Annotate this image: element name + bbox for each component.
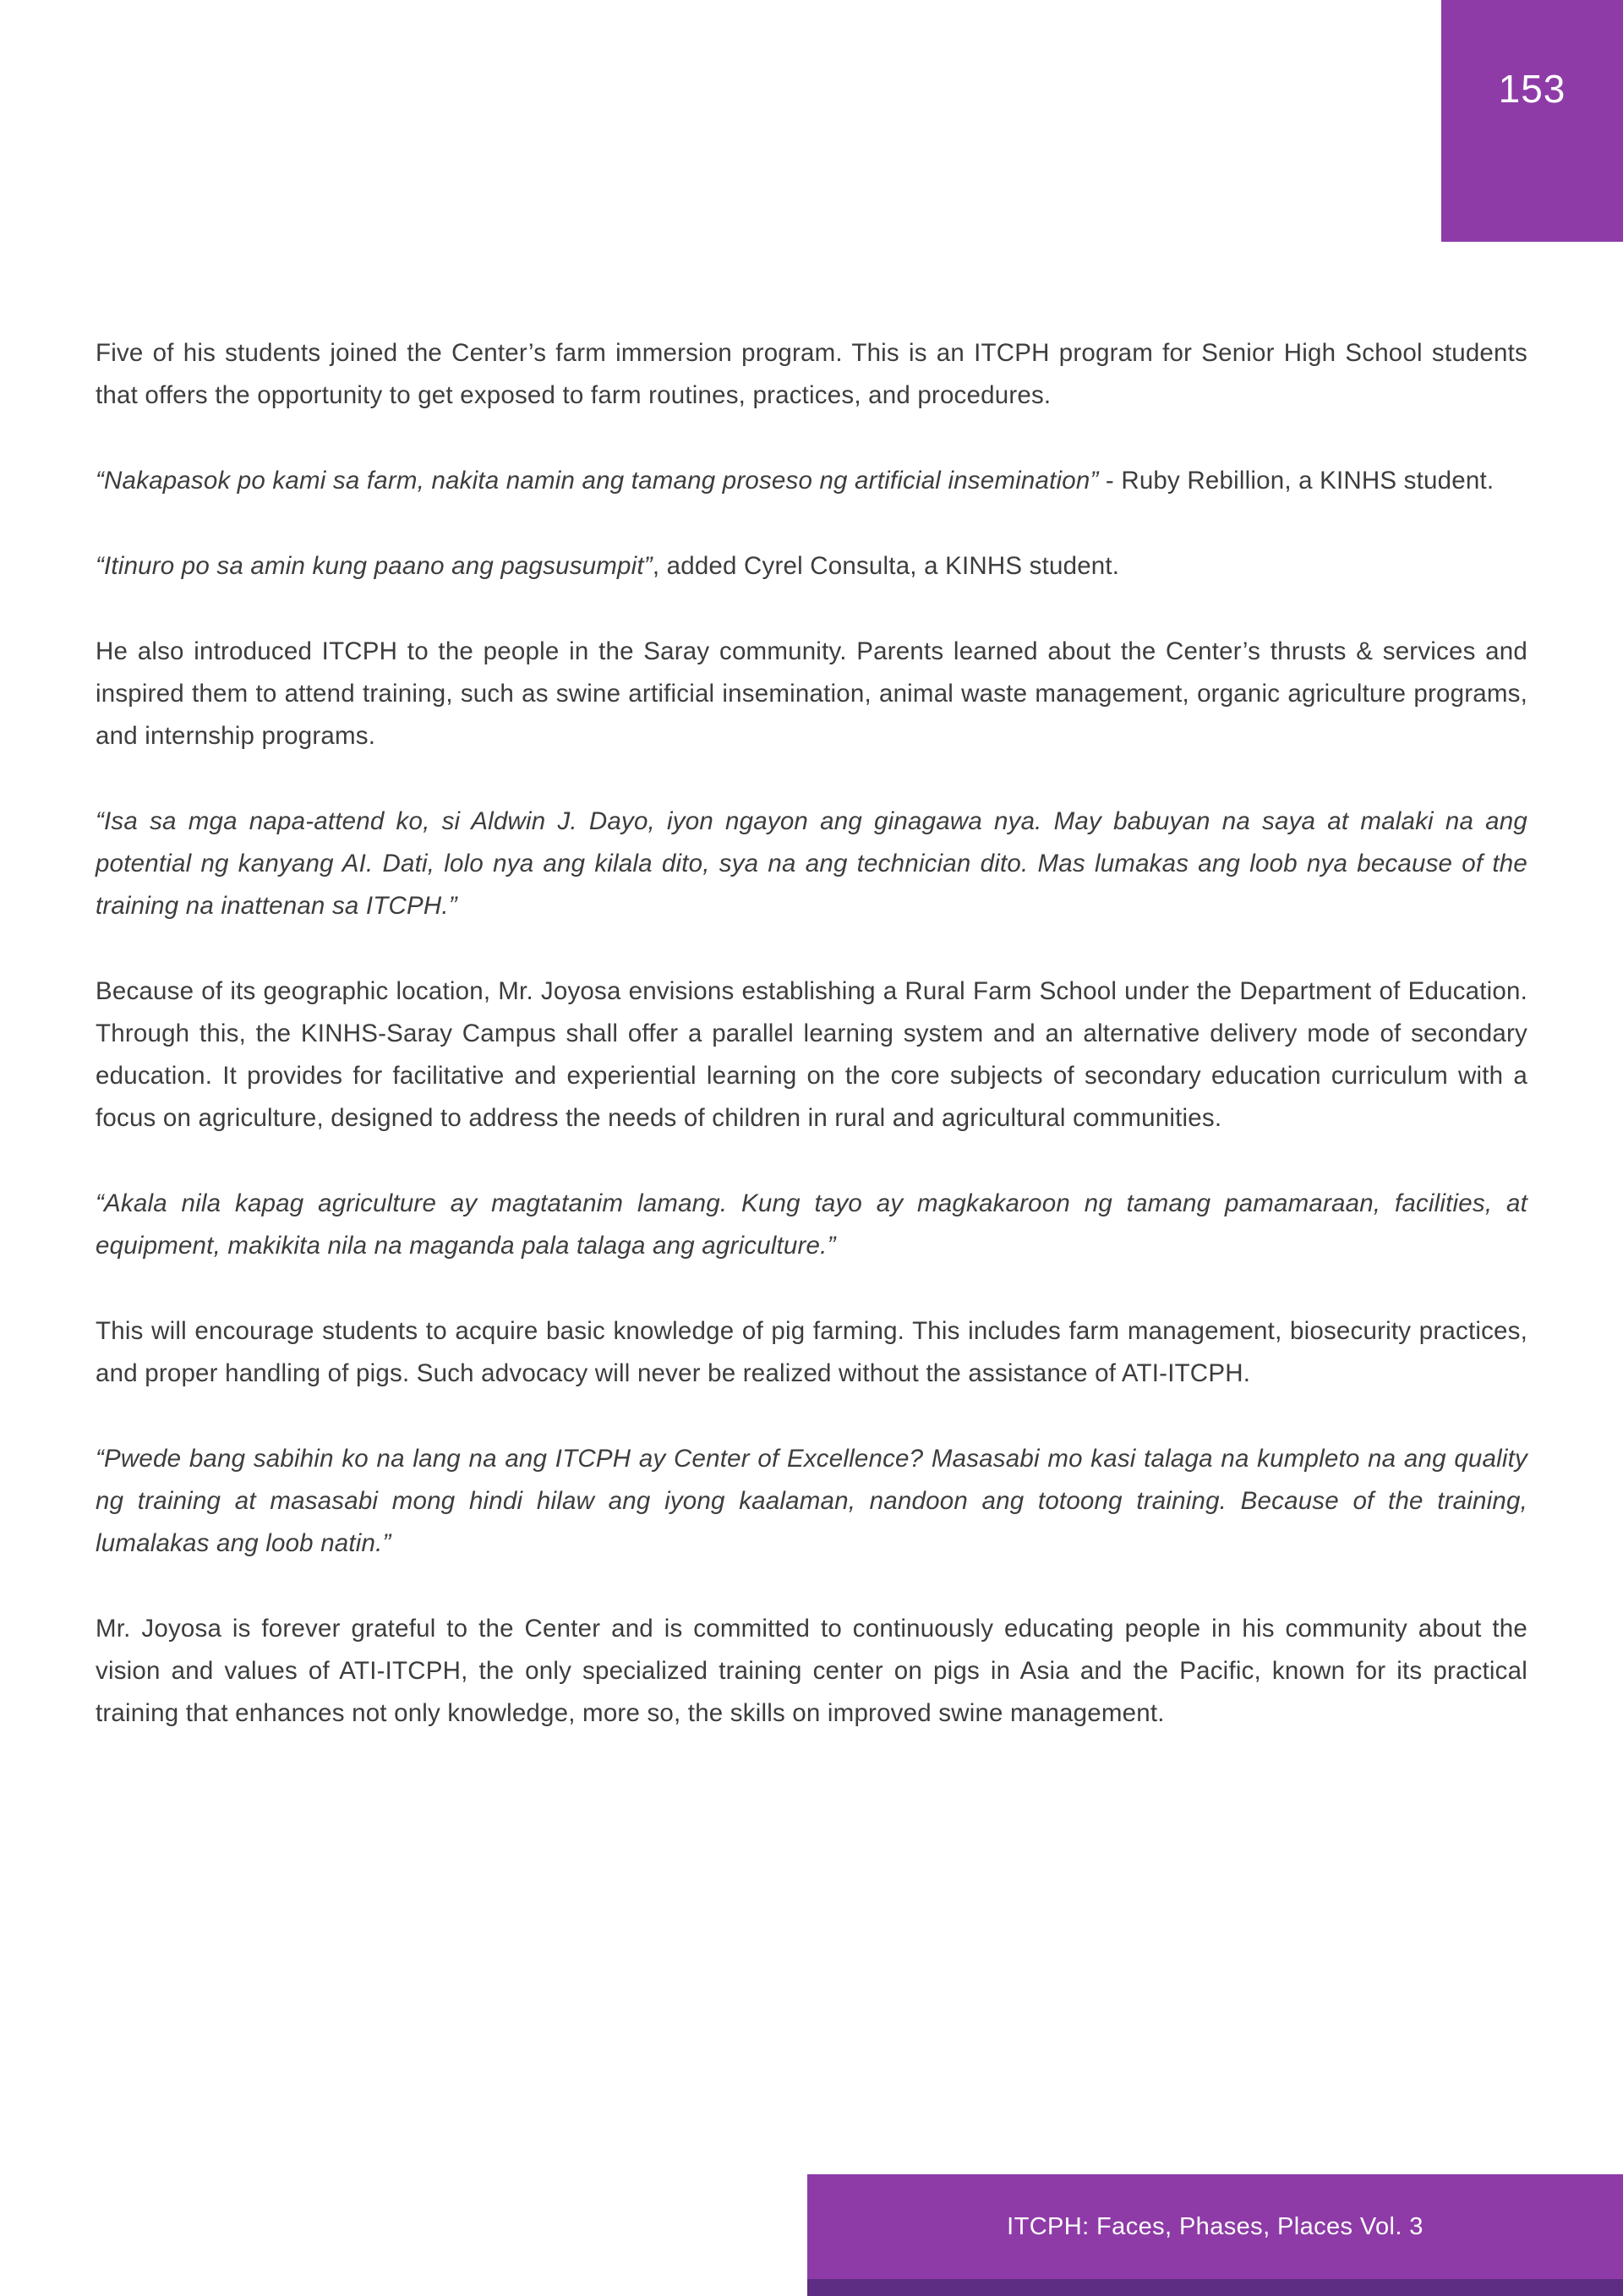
paragraph [96, 970, 1527, 1140]
text-segment: - Ruby Rebillion, a KINHS student. [1098, 467, 1495, 495]
text-segment: Because of its geographic location, Mr. Joyosa envisions establishing a Rural Farm School under the Department of Education. Through this, the KINHS-Saray Campus shall offer a parallel learning system and an alternative delivery mode of secondary education. It provides for facilitative and experiential learning on the core subjects of secondary education curriculum with a focus on agriculture, designed to address the needs of children in rural and agricultural communities. [96, 977, 1527, 1132]
footer-band [807, 2174, 1623, 2279]
text-segment: This will encourage students to acquire basic knowledge of pig farming. This includes farm management, biosecurity practices, and proper handling of pigs. Such advocacy will never be realized without the assistance of ATI-ITCPH. [96, 1317, 1527, 1387]
paragraph [96, 631, 1527, 757]
text-segment: “Pwede bang sabihin ko na lang na ang ITCPH ay Center of Excellence? Masasabi mo kasi talaga na kumpleto na ang quality ng training at masasabi mong hindi hilaw ang iyong kaalaman, nandoon ang totoong training. Because of the training, lumalakas ang loob natin.” [96, 1445, 1527, 1557]
paragraph [96, 1608, 1527, 1735]
text-segment: Mr. Joyosa is forever grateful to the Center and is committed to continuously educating people in his community about the vision and values of ATI-ITCPH, the only specialized training center on pigs in Asia and the Pacific, known for its practical training that enhances not only knowledge, more so, the skills on improved swine management. [96, 1615, 1527, 1727]
page-number: 153 [1498, 67, 1566, 111]
paragraph [96, 801, 1527, 927]
body-text [96, 332, 1527, 1735]
text-segment: “Nakapasok po kami sa farm, nakita namin ang tamang proseso ng artificial insemination” [96, 467, 1099, 495]
footer-accent-strip [807, 2279, 1623, 2296]
text-segment: He also introduced ITCPH to the people in the Saray community. Parents learned about the Center’s thrusts & services and inspired them to attend training, such as swine artificial insemination, animal waste management, organic agriculture programs, and internship programs. [96, 637, 1527, 750]
text-segment: “Itinuro po sa amin kung paano ang pagsusumpit” [96, 552, 653, 580]
paragraph [96, 545, 1527, 588]
text-segment: “Akala nila kapag agriculture ay magtatanim lamang. Kung tayo ay magkakaroon ng tamang pamamaraan, facilities, at equipment, makikita nila na maganda pala talaga ang agriculture.” [96, 1189, 1527, 1260]
text-segment: Five of his students joined the Center’s farm immersion program. This is an ITCPH program for Senior High School students that offers the opportunity to get exposed to farm routines, practices, and procedures. [96, 339, 1527, 409]
paragraph [96, 332, 1527, 417]
footer-title: ITCPH: Faces, Phases, Places Vol. 3 [1007, 2212, 1424, 2240]
paragraph [96, 1438, 1527, 1565]
paragraph [96, 460, 1527, 502]
page-number-tab [1441, 0, 1623, 242]
paragraph [96, 1310, 1527, 1395]
paragraph [96, 1183, 1527, 1267]
text-segment: “Isa sa mga napa-attend ko, si Aldwin J. Dayo, iyon ngayon ang ginagawa nya. May babuyan na saya at malaki na ang potential ng kanyang AI. Dati, lolo nya ang kilala dito, sya na ang technician dito. Mas lumakas ang loob nya because of the training na inattenan sa ITCPH.” [96, 807, 1527, 920]
text-segment: , added Cyrel Consulta, a KINHS student. [652, 552, 1120, 580]
